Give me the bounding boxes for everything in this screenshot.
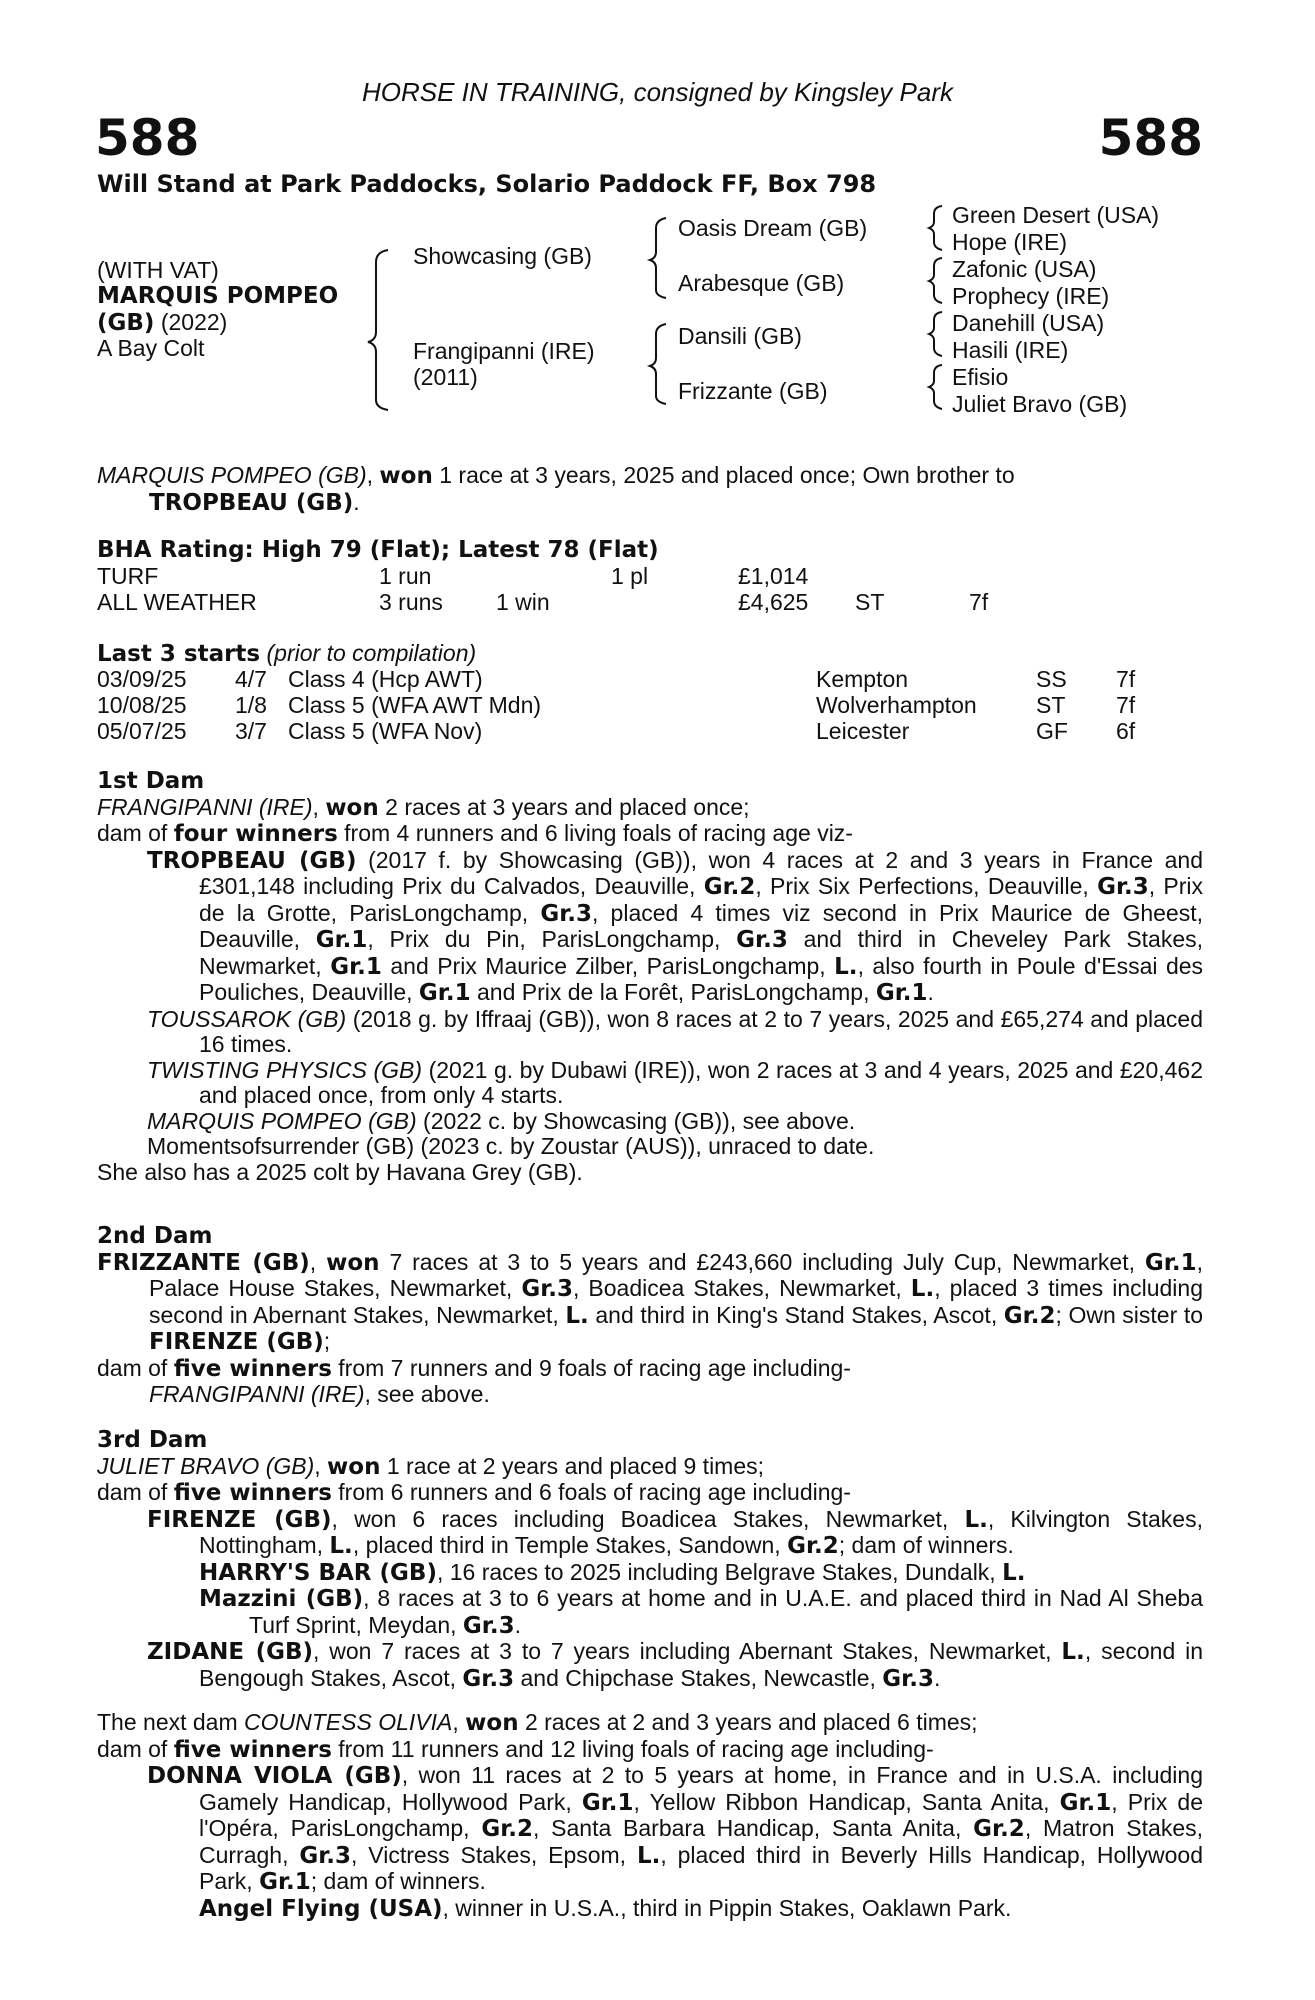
second-dam-see: , see above. xyxy=(364,1381,490,1407)
rating-wins: 1 win xyxy=(496,589,550,615)
grade-badge: L. xyxy=(1061,1639,1085,1665)
bha-rating: BHA Rating: High 79 (Flat); Latest 78 (Flat) xyxy=(97,537,659,563)
start-pos: 3/7 xyxy=(235,718,267,744)
start-class: Class 4 (Hcp AWT) xyxy=(288,666,483,692)
grade-badge: L. xyxy=(964,1506,988,1533)
donna-text: , Santa Barbara Handicap, Santa Anita, xyxy=(533,1815,962,1841)
grade-badge: Gr.2 xyxy=(481,1816,534,1842)
mazzini-name: Mazzini (GB) xyxy=(199,1586,364,1612)
second-dam-text: , Boadicea Stakes, Newmarket, xyxy=(573,1275,902,1301)
pedigree-gen4-5: Danehill (USA) xyxy=(952,310,1105,336)
tropbeau-text: , Prix de la Grotte, ParisLongchamp, xyxy=(199,873,1204,926)
next-dam-intro: The next dam xyxy=(97,1709,238,1735)
tropbeau-text: , placed 4 times viz second in Prix Maurice de Gheest, Deauville, xyxy=(199,899,1203,952)
progeny-marquis xyxy=(97,1109,1203,1135)
pedigree-gen4-7: Efisio xyxy=(952,364,1009,390)
third-dam-section: 3rd Dam JULIET BRAVO (GB), won 1 race at 2 years and placed 9 times; dam of five winners from 6 runners and 6 foals of racing age including- FIRENZE (GB), won 6 races including Boadicea Stakes, Newmarket, L., Kilvington Stakes, Nottingham, L., placed third in Temple Stakes, Sandown, Gr.2; dam of winners. HARRY'S BAR (GB), 16 races to 2025 including Belgrave Stakes, Dundalk, L. Mazzini (GB), 8 races at 3 to 6 years at home and in U.A.E. and placed third in Nad Al Sheba Turf Sprint, Meydan, Gr.3. ZIDANE (GB), won 7 races at 3 to 7 years including Abernant Stakes, Newmarket, L., second in Bengough Stakes, Ascot, Gr.3 and Chipchase Stakes, Newcastle, Gr.3. xyxy=(97,1427,1204,1692)
start-course: Kempton xyxy=(816,666,909,692)
pedigree-dam: Frangipanni (IRE) xyxy=(413,338,595,364)
donna-text: , Prix de l'Opéra, ParisLongchamp, xyxy=(199,1788,1203,1841)
grade-badge: Gr.1 xyxy=(875,980,928,1006)
grade-badge: Gr.3 xyxy=(882,1665,934,1692)
horse-summary: MARQUIS POMPEO (GB), won 1 race at 3 years, 2025 and placed once; Own brother to TROPBEAU (GB). xyxy=(97,462,1015,516)
last-starts-label: Last 3 starts xyxy=(97,641,261,667)
next-dam-text: 2 races at 2 and 3 years and placed 6 times; xyxy=(524,1709,978,1735)
next-dam-won: won xyxy=(465,1710,519,1736)
start-pos: 4/7 xyxy=(235,666,267,692)
progeny-tropbeau xyxy=(97,848,1203,1007)
donna-text: ; dam of winners. xyxy=(310,1868,486,1894)
donna-text: , Victress Stakes, Epsom, xyxy=(351,1841,627,1868)
marquis-text: (2022 c. by Showcasing (GB)), see above. xyxy=(423,1107,856,1134)
rating-going: ST xyxy=(855,589,885,615)
first-dam-heading: 1st Dam xyxy=(97,768,205,794)
tropbeau-text: , Prix Six Perfections, Deauville, xyxy=(755,873,1089,899)
grade-badge: Gr.1 xyxy=(330,953,382,980)
firenze-text: ; dam of winners. xyxy=(838,1532,1014,1558)
horse-vat: (WITH VAT) xyxy=(97,257,219,283)
pedigree-gen4-8: Juliet Bravo (GB) xyxy=(952,391,1128,417)
third-dam-text2: from 6 runners and 6 foals of racing age including- xyxy=(338,1479,851,1505)
toussarok-text: (2018 g. by Iffraaj (GB)), won 8 races at 2 to 7 years, 2025 and £65,274 and placed 16 times. xyxy=(199,1005,1204,1057)
third-dam-name: JULIET BRAVO (GB) xyxy=(97,1452,315,1479)
stand-location: Will Stand at Park Paddocks, Solario Paddock FF, Box 798 xyxy=(97,170,877,198)
progeny-firenze xyxy=(97,1507,1203,1560)
grade-badge: Gr.3 xyxy=(540,900,593,927)
grade-badge: Gr.1 xyxy=(581,1789,634,1816)
first-dam-won: won xyxy=(325,794,379,821)
rating-runs: 3 runs xyxy=(379,589,443,615)
grade-badge: Gr.3 xyxy=(1097,874,1149,900)
pedigree-gen4-4: Prophecy (IRE) xyxy=(952,283,1110,309)
start-class: Class 5 (WFA AWT Mdn) xyxy=(288,692,542,718)
pedigree-sire: Showcasing (GB) xyxy=(413,243,592,269)
marquis-name: MARQUIS POMPEO (GB) xyxy=(147,1107,417,1134)
grade-badge: Gr.3 xyxy=(299,1842,352,1869)
angel-name: Angel Flying (USA) xyxy=(199,1895,443,1922)
start-course: Leicester xyxy=(816,718,910,744)
third-dam-heading: 3rd Dam xyxy=(97,1427,208,1453)
grade-badge: Gr.2 xyxy=(973,1816,1025,1842)
third-dam-won: won xyxy=(327,1453,381,1480)
firenze-text: , won 6 races including Boadicea Stakes, Newmarket, xyxy=(331,1505,949,1532)
start-going: GF xyxy=(1036,718,1068,744)
zidane-text: , second in Bengough Stakes, Ascot, xyxy=(199,1638,1204,1691)
pedigree-gen4-2: Hope (IRE) xyxy=(952,229,1068,255)
next-dam-text2: from 11 runners and 12 living foals of racing age including- xyxy=(338,1735,934,1762)
zidane-text: , won 7 races at 3 to 7 years including Abernant Stakes, Newmarket, xyxy=(313,1638,1052,1664)
grade-badge: Gr.2 xyxy=(787,1533,839,1559)
mazzini-text: , 8 races at 3 to 6 years at home and in U.A.E. and placed third in Nad Al Sheba Turf Sprint, Meydan, xyxy=(249,1585,1203,1638)
grade-badge: L. xyxy=(834,953,858,980)
catalogue-header: HORSE IN TRAINING, consigned by Kingsley Park xyxy=(362,77,953,107)
start-class: Class 5 (WFA Nov) xyxy=(288,718,483,744)
starts-table xyxy=(97,667,1197,747)
grade-badge: Gr.1 xyxy=(259,1869,311,1895)
rating-prize: £4,625 xyxy=(738,589,809,615)
firenze-text: , placed third in Temple Stakes, Sandown, xyxy=(352,1532,781,1558)
donna-text: , won 11 races at 2 to 5 years at home, in France and in U.S.A. including Gamely Handicap, Hollywood Park, xyxy=(199,1762,1203,1815)
progeny-donna-viola xyxy=(97,1763,1203,1896)
zidane-text: . xyxy=(933,1664,941,1691)
grade-badge: Gr.1 xyxy=(1144,1249,1197,1276)
grade-badge: Gr.3 xyxy=(736,927,788,953)
start-going: SS xyxy=(1036,666,1067,692)
rating-dist: 7f xyxy=(969,589,989,615)
second-dam-text: , placed 3 times including second in Abernant Stakes, Newmarket, xyxy=(149,1275,1203,1328)
toussarok-name: TOUSSAROK (GB) xyxy=(147,1005,347,1032)
grade-badge: L. xyxy=(565,1302,589,1329)
rating-surface: ALL WEATHER xyxy=(97,589,257,615)
donna-name: DONNA VIOLA (GB) xyxy=(147,1763,402,1789)
twisting-text: (2021 g. by Dubawi (IRE)), won 2 races at 3 and 4 years, 2025 and £20,462 and placed once, from only 4 starts. xyxy=(199,1056,1204,1108)
summary-brother: TROPBEAU (GB) xyxy=(149,489,354,516)
second-dam-text: and third in King's Stand Stakes, Ascot, xyxy=(595,1301,998,1328)
grade-badge: Gr.1 xyxy=(1059,1789,1112,1816)
second-dam-text: 7 races at 3 to 5 years and £243,660 including July Cup, Newmarket, xyxy=(389,1248,1135,1275)
second-dam-heading: 2nd Dam xyxy=(97,1223,213,1249)
first-dam-text2: from 4 runners and 6 living foals of racing age viz- xyxy=(344,820,853,846)
third-dam-of: dam of xyxy=(97,1479,168,1505)
second-dam-won: won xyxy=(326,1249,380,1276)
second-dam-sister: FIRENZE (GB) xyxy=(149,1329,324,1355)
tropbeau-text: and third in Cheveley Park Stakes, Newmarket, xyxy=(199,926,1204,979)
tropbeau-text: . xyxy=(927,979,934,1005)
start-date: 03/09/25 xyxy=(97,666,187,692)
grade-badge: L. xyxy=(910,1276,935,1302)
pedigree-gen4-1: Green Desert (USA) xyxy=(952,202,1160,228)
twisting-name: TWISTING PHYSICS (GB) xyxy=(147,1056,423,1083)
second-dam-text: , Palace House Stakes, Newmarket, xyxy=(149,1248,1203,1301)
start-date: 10/08/25 xyxy=(97,692,187,718)
start-course: Wolverhampton xyxy=(816,692,977,718)
first-dam-section: 1st Dam FRANGIPANNI (IRE), won 2 races at 3 years and placed once; dam of four winners from 4 runners and 6 living foals of racing age viz- TROPBEAU (GB) (2017 f. by Showcasing (GB)), won 4 races at 2 and 3 years in France and £301,148 including Prix du Calvados, Deauville, Gr.2, Prix Six Perfections, Deauville, Gr.3, Prix de la Grotte, ParisLongchamp, Gr.3, placed 4 times viz second in Prix Maurice de Gheest, Deauville, Gr.1, Prix du Pin, ParisLongchamp, Gr.3 and third in Cheveley Park Stakes, Newmarket, Gr.1 and Prix Maurice Zilber, ParisLongchamp, L., also fourth in Poule d'Essai des Pouliches, Deauville, Gr.1 and Prix de la Forêt, ParisLongchamp, Gr.1. TOUSSAROK (GB) (2018 g. by Iffraaj (GB)), won 8 races at 2 to 7 years, 2025 and £65,274 and placed 16 times. TWISTING PHYSICS (GB) (2021 g. by Dubawi (IRE)), won 2 races at 3 and 4 years, 2025 and £20,462 and placed once, from only 4 starts. MARQUIS POMPEO (GB) (2022 c. by Showcasing (GB)), see above. Momentsofsurrender (GB) (2023 c. by Zoustar (AUS)), unraced to date. She also has a 2025 colt by Havana Grey (GB). xyxy=(97,768,1204,1185)
rating-runs: 1 run xyxy=(379,563,432,589)
start-pos: 1/8 xyxy=(235,692,267,718)
harrys-name: HARRY'S BAR (GB) xyxy=(199,1559,437,1586)
pedigree-gen3-4: Frizzante (GB) xyxy=(678,378,828,404)
progeny-moments: Momentsofsurrender (GB) (2023 c. by Zoustar (AUS)), unraced to date. xyxy=(147,1133,875,1159)
first-dam-text: 2 races at 3 years and placed once; xyxy=(385,793,750,820)
harrys-text: , 16 races to 2025 including Belgrave Stakes, Dundalk, xyxy=(436,1558,996,1585)
start-dist: 7f xyxy=(1116,692,1136,718)
lot-number-left: 588 xyxy=(95,109,200,167)
progeny-toussarok xyxy=(97,1007,1203,1058)
grade-badge: Gr.2 xyxy=(1003,1302,1056,1329)
rating-surface: TURF xyxy=(97,563,159,589)
grade-badge: Gr.2 xyxy=(703,874,756,900)
grade-badge: Gr.3 xyxy=(521,1276,573,1302)
horse-origin: (GB) xyxy=(97,310,155,336)
tropbeau-text: and Prix de la Forêt, ParisLongchamp, xyxy=(476,979,870,1005)
next-dam-section: The next dam COUNTESS OLIVIA, won 2 races at 2 and 3 years and placed 6 times; dam of five winners from 11 runners and 12 living foals of racing age including- DONNA VIOLA (GB), won 11 races at 2 to 5 years at home, in France and in U.S.A. including Gamely Handicap, Hollywood Park, Gr.1, Yellow Ribbon Handicap, Santa Anita, Gr.1, Prix de l'Opéra, ParisLongchamp, Gr.2, Santa Barbara Handicap, Santa Anita, Gr.2, Matron Stakes, Curragh, Gr.3, Victress Stakes, Epsom, L., placed third in Beverly Hills Handicap, Hollywood Park, Gr.1; dam of winners. Angel Flying (USA), winner in U.S.A., third in Pippin Stakes, Oaklawn Park. xyxy=(97,1709,1204,1922)
pedigree-gen3-2: Arabesque (GB) xyxy=(678,270,845,296)
first-dam-winners: four winners xyxy=(173,821,338,847)
zidane-text: and Chipchase Stakes, Newcastle, xyxy=(520,1664,876,1691)
zidane-name: ZIDANE (GB) xyxy=(147,1639,314,1665)
summary-name: MARQUIS POMPEO (GB) xyxy=(97,462,367,488)
start-dist: 7f xyxy=(1116,666,1136,692)
second-dam-text: ; xyxy=(323,1328,331,1354)
grade-badge: Gr.1 xyxy=(418,980,471,1006)
rating-table xyxy=(97,564,1197,616)
firenze-name: FIRENZE (GB) xyxy=(147,1506,332,1533)
grade-badge: L. xyxy=(636,1842,661,1869)
tropbeau-text: , also fourth in Poule d'Essai des Pouliches, Deauville, xyxy=(199,952,1204,1005)
angel-text: , winner in U.S.A., third in Pippin Stakes, Oaklawn Park. xyxy=(442,1894,1012,1921)
firenze-text: , Kilvington Stakes, Nottingham, xyxy=(199,1505,1203,1558)
pedigree-dam-year: (2011) xyxy=(413,364,478,390)
second-dam-section: 2nd Dam FRIZZANTE (GB), won 7 races at 3 to 5 years and £243,660 including July Cup, Newmarket, Gr.1, Palace House Stakes, Newmarket, Gr.3, Boadicea Stakes, Newmarket, L., placed 3 times including second in Abernant Stakes, Newmarket, L. and third in King's Stand Stakes, Ascot, Gr.2; Own sister to FIRENZE (GB); dam of five winners from 7 runners and 9 foals of racing age including- FRANGIPANNI (IRE), see above. xyxy=(97,1223,1204,1407)
start-date: 05/07/25 xyxy=(97,718,187,744)
first-dam-of: dam of xyxy=(97,820,168,846)
pedigree-gen4-6: Hasili (IRE) xyxy=(952,337,1069,363)
summary-text: 1 race at 3 years, 2025 and placed once; Own brother to xyxy=(439,462,1015,488)
start-dist: 6f xyxy=(1116,718,1136,744)
second-dam-text2: from 7 runners and 9 foals of racing age including- xyxy=(338,1354,851,1381)
start-going: ST xyxy=(1036,692,1066,718)
progeny-twisting-physics xyxy=(97,1058,1203,1109)
grade-badge: L. xyxy=(1002,1559,1026,1586)
horse-description: A Bay Colt xyxy=(97,335,205,361)
pedigree-gen3-1: Oasis Dream (GB) xyxy=(678,215,868,241)
progeny-angel-flying xyxy=(97,1896,1203,1923)
lot-number-right: 588 xyxy=(1098,109,1203,167)
donna-text: , placed third in Beverly Hills Handicap, Hollywood Park, xyxy=(199,1841,1204,1894)
third-dam-text: 1 race at 2 years and placed 9 times; xyxy=(386,1452,765,1479)
second-dam-name: FRIZZANTE (GB) xyxy=(97,1249,310,1276)
progeny-zidane xyxy=(97,1639,1203,1692)
tropbeau-name: TROPBEAU (GB) xyxy=(147,847,357,874)
first-dam-name: FRANGIPANNI (IRE) xyxy=(97,793,313,820)
second-dam-of: dam of xyxy=(97,1354,168,1381)
grade-badge: Gr.3 xyxy=(462,1612,515,1639)
second-dam-text: ; Own sister to xyxy=(1055,1301,1204,1328)
second-dam-progeny: FRANGIPANNI (IRE) xyxy=(149,1381,365,1407)
pedigree-gen4-3: Zafonic (USA) xyxy=(952,256,1097,282)
donna-text: , Yellow Ribbon Handicap, Santa Anita, xyxy=(633,1788,1050,1815)
grade-badge: L. xyxy=(329,1533,353,1559)
pedigree-gen3-3: Dansili (GB) xyxy=(678,323,802,349)
summary-end: . xyxy=(353,488,360,515)
grade-badge: Gr.3 xyxy=(462,1665,515,1692)
tropbeau-text: , Prix du Pin, ParisLongchamp, xyxy=(367,926,721,952)
tropbeau-text: (2017 f. by Showcasing (GB)), won 4 races at 2 and 3 years in France and £301,148 including Prix du Calvados, Deauville, xyxy=(199,846,1203,899)
next-dam-winners: five winners xyxy=(173,1736,332,1763)
first-dam-also: She also has a 2025 colt by Havana Grey (GB). xyxy=(97,1158,583,1185)
last-starts-note: (prior to compilation) xyxy=(266,640,477,666)
progeny-mazzini xyxy=(97,1586,1203,1639)
rating-placed: 1 pl xyxy=(611,563,649,589)
summary-won: won xyxy=(379,463,433,489)
grade-badge: Gr.1 xyxy=(315,927,368,953)
progeny-harrys-bar xyxy=(97,1560,1203,1587)
horse-name: MARQUIS POMPEO xyxy=(97,283,339,309)
donna-text: , Matron Stakes, Curragh, xyxy=(199,1815,1204,1868)
horse-year: (2022) xyxy=(160,309,228,335)
tropbeau-text: and Prix Maurice Zilber, ParisLongchamp, xyxy=(390,952,826,979)
mazzini-text: . xyxy=(514,1611,521,1638)
last-starts-heading xyxy=(97,641,476,668)
third-dam-winners: five winners xyxy=(173,1480,332,1506)
next-dam-of: dam of xyxy=(97,1735,168,1762)
next-dam-name: COUNTESS OLIVIA xyxy=(244,1709,453,1735)
rating-prize: £1,014 xyxy=(738,563,809,589)
second-dam-winners: five winners xyxy=(173,1355,332,1382)
